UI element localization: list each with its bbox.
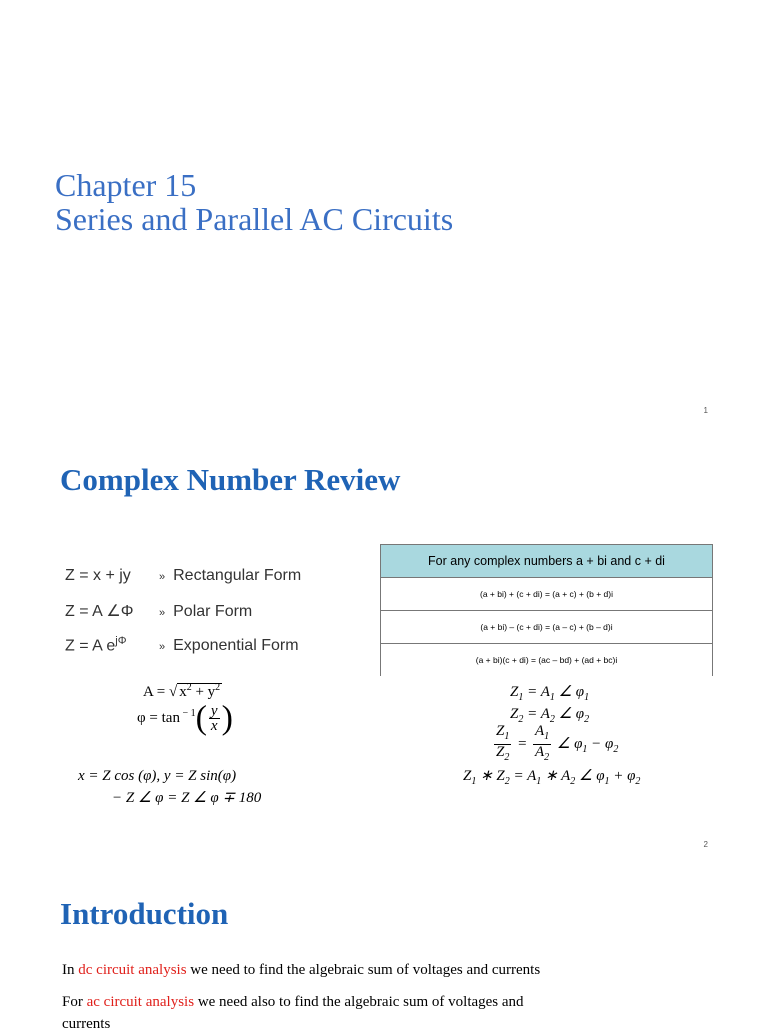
chapter-title <box>55 168 453 236</box>
form-rectangular <box>65 567 301 601</box>
form-equation: Z = x + jy <box>65 567 131 584</box>
slide-title: Complex Number Review <box>60 462 401 497</box>
form-polar <box>65 601 301 635</box>
page-number: 2 <box>703 840 708 849</box>
highlight-ac: ac circuit analysis <box>86 994 195 1010</box>
slide-2 <box>0 424 768 854</box>
form-equation: Z = A ∠Φ <box>65 603 134 620</box>
angle-formula: φ = tan $^{- 1}$( $\frac{y}{x}$ ) <box>137 699 233 737</box>
chapter-subtitle: Series and Parallel AC Circuits <box>55 201 454 237</box>
highlight-dc: dc circuit analysis <box>78 962 187 978</box>
negation-formula: − Z ∠ φ = Z ∠ φ ∓ 180 <box>112 790 262 806</box>
form-equation: Z = A $e^{j\Phi}$ <box>65 635 127 655</box>
form-label: Exponential Form <box>173 637 299 655</box>
slide-1 <box>0 0 768 424</box>
arrow: » <box>159 571 166 583</box>
arrow: » <box>159 641 166 654</box>
page-number: 1 <box>703 406 708 415</box>
magnitude-formula: A = √ $x^2 + y^2$ <box>143 682 221 700</box>
complex-forms-list <box>65 567 301 669</box>
division-formula: $\frac{Z_1}{Z_2}$ = $\frac{A_1}{A_2}$ ∠ $\varphi_1 - \varphi_2$ <box>496 723 619 763</box>
slide-3 <box>0 854 768 1032</box>
table-header: For any complex numbers a + bi and c + di <box>381 545 713 578</box>
intro-line-3: currents <box>62 1016 111 1032</box>
table-row: (a + bi)(c + di) = (ac – bd) + (ad + bc)i <box>381 644 713 677</box>
arrow: » <box>159 607 166 619</box>
table-row: (a + bi) – (c + di) = (a – c) + (b – d)i <box>381 611 713 644</box>
multiplication-formula: $Z_1$ ∗ $Z_2 = A_1$ ∗ $A_2$ ∠ $\varphi_1 + \varphi_2$ <box>463 768 641 787</box>
slide-title: Introduction <box>60 896 229 931</box>
z1-polar: $Z_1 = A_1$ ∠ $\varphi_1$ <box>510 684 590 703</box>
form-exponential <box>65 635 301 669</box>
form-label: Rectangular Form <box>173 567 302 584</box>
chapter-number: Chapter 15 <box>55 167 197 203</box>
table-row: (a + bi) + (c + di) = (a + c) + (b + d)i <box>381 578 713 611</box>
intro-line-1: In dc circuit analysis we need to find the algebraic sum of voltages and currents <box>62 962 541 978</box>
complex-operations-table <box>380 544 713 676</box>
z2-polar: $Z_2 = A_2$ ∠ $\varphi_2$ <box>510 706 590 725</box>
intro-line-2: For ac circuit analysis we need also to find the algebraic sum of voltages and <box>62 994 524 1010</box>
rect-conversion-formula: x = Z cos (φ), y = Z sin(φ) <box>78 768 237 784</box>
form-label: Polar Form <box>173 603 253 620</box>
